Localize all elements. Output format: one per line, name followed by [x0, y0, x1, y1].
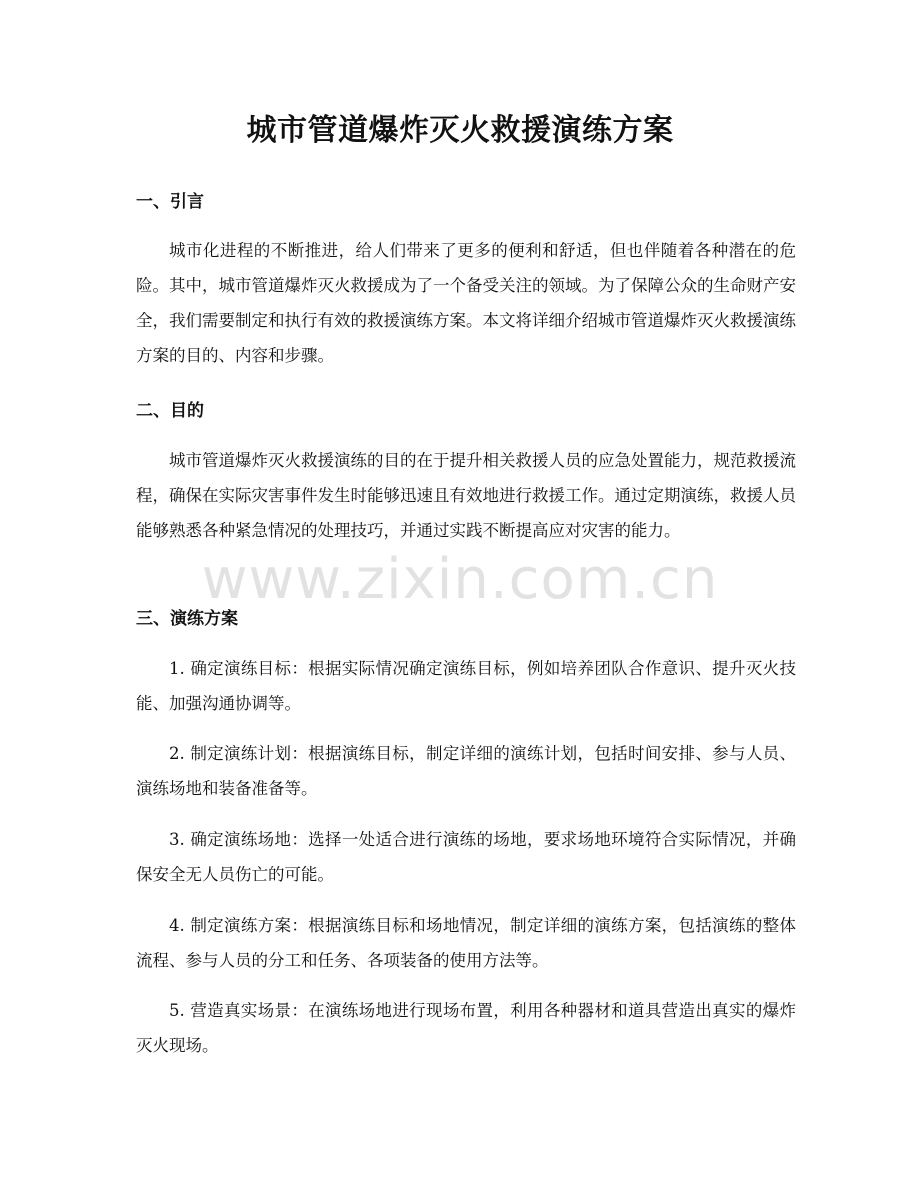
- list-item: 2. 制定演练计划：根据演练目标，制定详细的演练计划，包括时间安排、参与人员、演练场地和装备准备等。: [136, 744, 796, 798]
- section-heading-drill-plan: 三、演练方案: [136, 609, 238, 629]
- list-item: 4. 制定演练方案：根据演练目标和场地情况，制定详细的演练方案，包括演练的整体流程、参与人员的分工和任务、各项装备的使用方法等。: [136, 916, 796, 970]
- list-item: 5. 营造真实场景：在演练场地进行现场布置，利用各种器材和道具营造出真实的爆炸灭火现场。: [136, 1001, 796, 1055]
- section-heading-introduction: 一、引言: [136, 192, 204, 212]
- list-item: 3. 确定演练场地：选择一处适合进行演练的场地，要求场地环境符合实际情况，并确保安全无人员伤亡的可能。: [136, 830, 796, 884]
- section-heading-purpose: 二、目的: [136, 401, 204, 421]
- section-paragraph-purpose: 城市管道爆炸灭火救援演练的目的在于提升相关救援人员的应急处置能力，规范救援流程，确保在实际灾害事件发生时能够迅速且有效地进行救援工作。通过定期演练，救援人员能够熟悉各种紧急情况的处理技巧，并通过实践不断提高应对灾害的能力。: [136, 451, 796, 540]
- list-item: 1. 确定演练目标：根据实际情况确定演练目标，例如培养团队合作意识、提升灭火技能、加强沟通协调等。: [136, 659, 796, 713]
- section-paragraph-introduction: 城市化进程的不断推进，给人们带来了更多的便利和舒适，但也伴随着各种潜在的危险。其中，城市管道爆炸灭火救援成为了一个备受关注的领域。为了保障公众的生命财产安全，我们需要制定和执行有效的救援演练方案。本文将详细介绍城市管道爆炸灭火救援演练方案的目的、内容和步骤。: [136, 241, 796, 365]
- document-title: 城市管道爆炸灭火救援演练方案: [246, 113, 674, 148]
- watermark: www.zixin.com.cn: [201, 547, 719, 612]
